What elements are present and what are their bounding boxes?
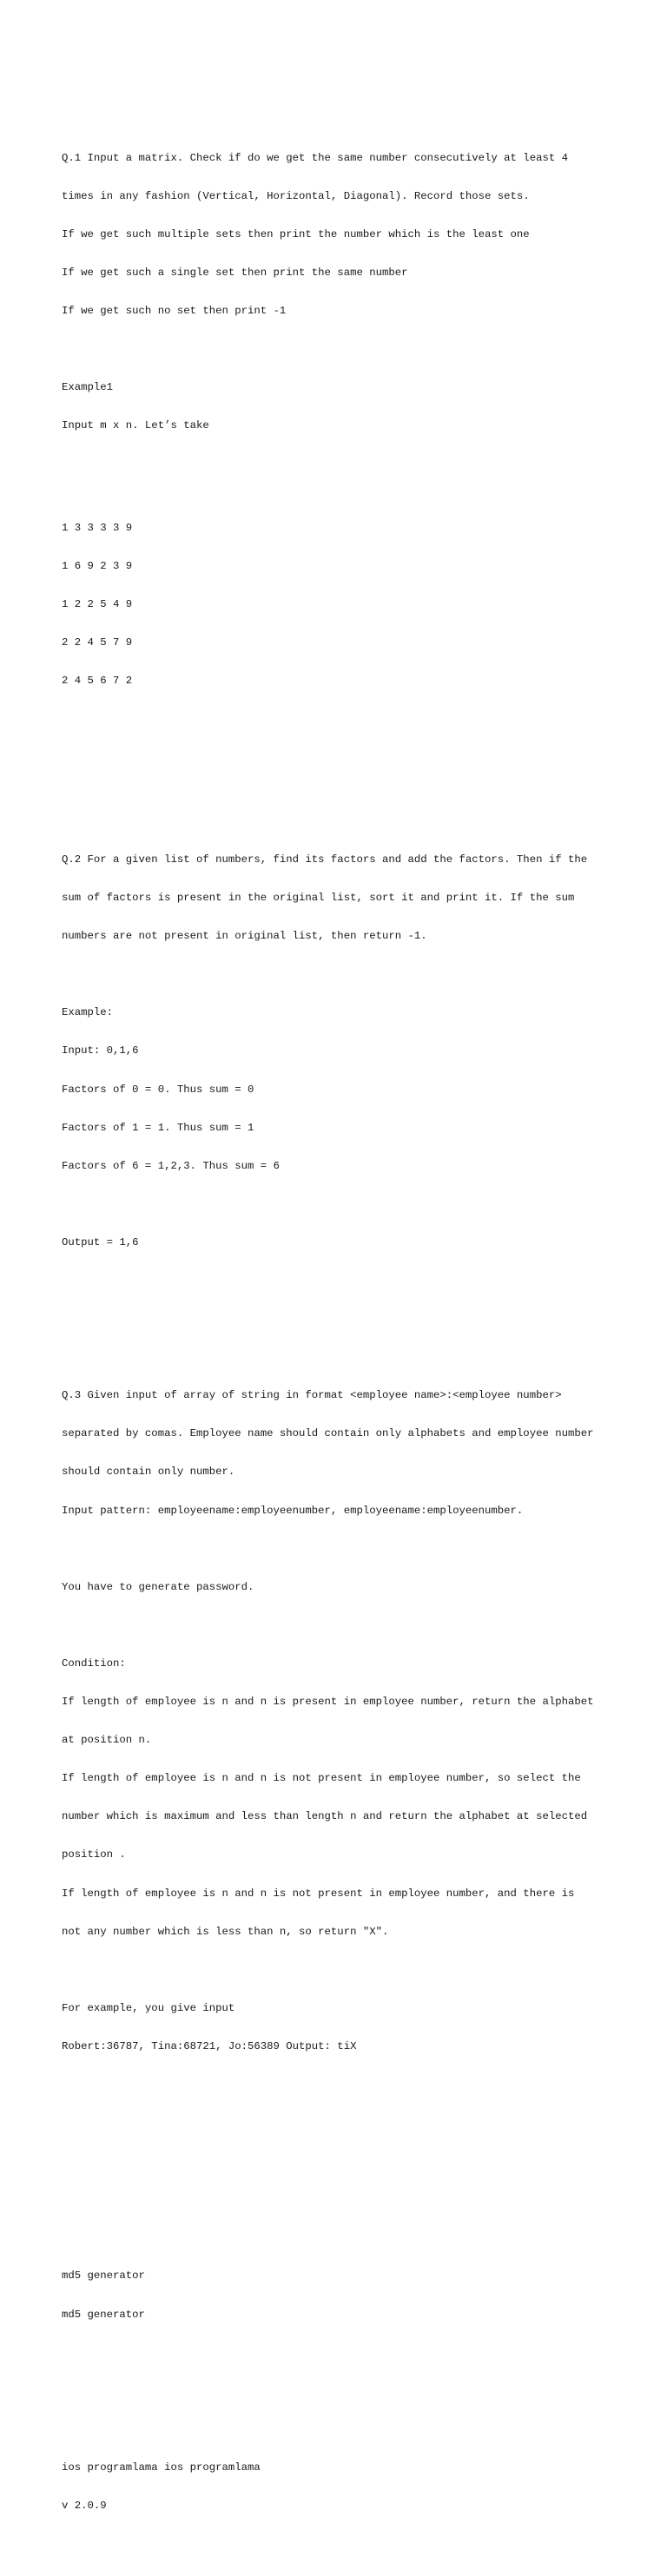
matrix-row: 2 4 5 6 7 2 <box>62 675 133 688</box>
footer-ios <box>62 2436 644 2539</box>
q3-condition-line: If length of employee is n and n is present in employee number, return the alphabet <box>62 1696 594 1709</box>
q3-line: should contain only number. <box>62 1466 235 1479</box>
blank-line <box>62 968 644 981</box>
blank-line <box>62 458 644 471</box>
ios-line: ios programlama ios programlama <box>62 2461 261 2474</box>
q2-line: Q.2 For a given list of numbers, find its factors and add the factors. Then if the <box>62 853 588 866</box>
q3-example-line: Robert:36787, Tina:68721, Jo:56389 Output: tiX <box>62 2039 357 2052</box>
q3-line: separated by comas. Employee name should contain only alphabets and employee number <box>62 1427 594 1440</box>
q3-example-line: For example, you give input <box>62 2001 235 2014</box>
q3-condition-line: at position n. <box>62 1734 152 1747</box>
q2-line: sum of factors is present in the original list, sort it and print it. If the sum <box>62 892 575 905</box>
blank-line <box>62 1964 644 1977</box>
blank-line <box>62 1619 644 1632</box>
md5-line: md5 generator <box>62 2308 145 2321</box>
q1-line: If we get such a single set then print the same number <box>62 266 408 279</box>
q3-condition-line: number which is maximum and less than length n and return the alphabet at selected <box>62 1810 588 1823</box>
blank-line <box>62 1313 644 1326</box>
q1-line: Q.1 Input a matrix. Check if do we get the same number consecutively at least 4 <box>62 151 568 164</box>
blank-line <box>62 2117 644 2130</box>
matrix-row: 1 6 9 2 3 9 <box>62 559 133 572</box>
q2-example-line: Factors of 1 = 1. Thus sum = 1 <box>62 1121 254 1134</box>
q1-matrix <box>62 496 644 713</box>
q2-output: Output = 1,6 <box>62 1235 139 1248</box>
blank-line <box>62 1543 644 1556</box>
q2-example-line: Factors of 6 = 1,2,3. Thus sum = 6 <box>62 1159 280 1172</box>
q1-line: If we get such no set then print -1 <box>62 304 287 317</box>
blank-line <box>62 2385 644 2398</box>
blank-line <box>62 343 644 356</box>
question-2 <box>62 828 644 1275</box>
q3-task: You have to generate password. <box>62 1580 254 1593</box>
q3-condition-line: not any number which is less than n, so return "X". <box>62 1925 389 1938</box>
q2-example-line: Input: 0,1,6 <box>62 1044 139 1057</box>
blank-line <box>62 2155 644 2168</box>
q3-condition-line: position . <box>62 1848 126 1861</box>
blank-line <box>62 1198 644 1211</box>
version-line: v 2.0.9 <box>62 2500 107 2513</box>
q3-condition-line: Condition: <box>62 1657 126 1670</box>
q1-example-intro: Input m x n. Let’s take <box>62 419 209 432</box>
q2-example-line: Factors of 0 = 0. Thus sum = 0 <box>62 1083 254 1096</box>
blank-line <box>62 777 644 790</box>
footer-md5 <box>62 2244 644 2347</box>
q1-line: times in any fashion (Vertical, Horizontal, Diagonal). Record those sets. <box>62 189 530 202</box>
matrix-row: 2 2 4 5 7 9 <box>62 636 133 649</box>
matrix-row: 1 2 2 5 4 9 <box>62 597 133 610</box>
document-text <box>62 88 644 2576</box>
q3-line: Q.3 Given input of array of string in format <employee name>:<employee number> <box>62 1389 562 1402</box>
q3-condition-line: If length of employee is n and n is not present in employee number, and there is <box>62 1887 575 1900</box>
question-3 <box>62 1364 644 2079</box>
q3-condition-line: If length of employee is n and n is not present in employee number, so select the <box>62 1772 581 1785</box>
q1-line: If we get such multiple sets then print the number which is the least one <box>62 227 530 240</box>
q3-line: Input pattern: employeename:employeenumber, employeename:employeenumber. <box>62 1504 524 1517</box>
q2-example-line: Example: <box>62 1006 114 1019</box>
blank-line <box>62 2193 644 2206</box>
matrix-row: 1 3 3 3 3 9 <box>62 521 133 534</box>
q1-example-heading: Example1 <box>62 381 114 394</box>
q2-line: numbers are not present in original list, then return -1. <box>62 930 427 943</box>
md5-line: md5 generator <box>62 2270 145 2283</box>
question-1 <box>62 126 644 739</box>
